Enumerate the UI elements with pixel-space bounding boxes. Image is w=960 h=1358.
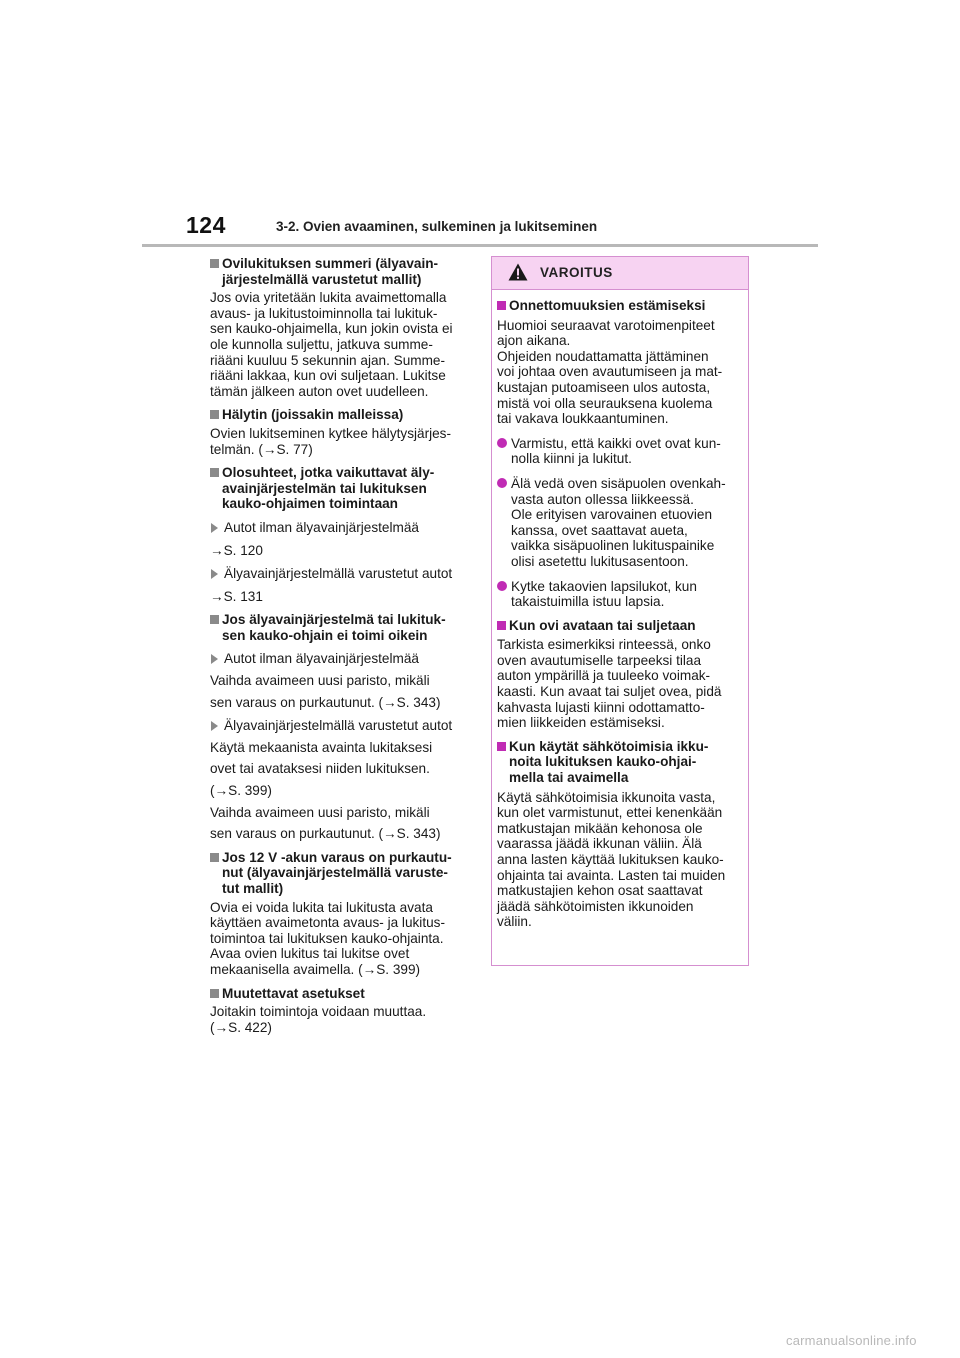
dot-bullet-icon: [497, 478, 507, 488]
square-bullet-icon: [210, 468, 219, 477]
square-bullet-icon: [497, 621, 506, 630]
warning-heading: Onnettomuuksien estämiseksi: [497, 298, 738, 314]
warning-bullet: Älä vedä oven sisäpuolen ovenkah- vasta auton ollessa liikkeessä. Ole erityisen varovainen etuovien kanssa, ovet saattavat aueta, vaikka sisäpuolinen lukituspainike olisi asetettu lukitusasentoon.: [497, 476, 738, 570]
section-text: sen varaus on purkautunut. (→S. 343): [210, 694, 441, 710]
warning-text: Käytä sähkötoimisia ikkunoita vasta, kun olet varmistunut, ettei kenenkään matkustajan mikään kehonosa ole vaarassa jäädä ikkunan väliin. Älä anna lasten käyttää lukituksen kauko- ohjainta tai avainta. Lasten tai muiden matkustajien kehon osat saattavat jäädä sähkötoimisten ikkunoiden väliin.: [497, 789, 726, 930]
square-bullet-icon: [210, 259, 219, 268]
page-reference: →S. 131: [210, 588, 263, 604]
square-bullet-icon: [210, 615, 219, 624]
square-bullet-icon: [210, 410, 219, 419]
square-bullet-icon: [497, 742, 506, 751]
header-divider: [142, 244, 818, 247]
sub-heading: Autot ilman älyavainjärjestelmää: [210, 651, 468, 667]
triangle-bullet-icon: [211, 523, 218, 533]
dot-bullet-icon: [497, 438, 507, 448]
warning-text: Tarkista esimerkiksi rinteessä, onko oven avautumiselle tarpeeksi tilaa auton ympärillä ja tuuleeko voimak- kaasti. Kun avaat tai suljet ovea, pidä kahvasta lujasti kiinni odottamatto- mien liikkeiden estämiseksi.: [497, 637, 722, 731]
section-text: Vaihda avaimeen uusi paristo, mikäli: [210, 804, 430, 820]
watermark: carmanualsonline.info: [786, 1333, 917, 1348]
sub-heading: Älyavainjärjestelmällä varustetut autot: [210, 566, 468, 582]
page-header: [0, 0, 960, 246]
section-text: (→S. 399): [210, 783, 272, 799]
page-reference: →S. 120: [210, 542, 263, 558]
square-bullet-icon: [497, 301, 506, 310]
sub-heading: Autot ilman älyavainjärjestelmää: [210, 520, 468, 536]
warning-triangle-icon: [508, 263, 528, 281]
warning-heading: Kun ovi avataan tai suljetaan: [497, 618, 738, 634]
triangle-bullet-icon: [211, 654, 218, 664]
section-heading: Hälytin (joissakin malleissa): [210, 407, 468, 423]
section-text: Vaihda avaimeen uusi paristo, mikäli: [210, 673, 430, 689]
section-heading: Jos 12 V -akun varaus on purkautu- nut (älyavainjärjestelmällä varuste- tut mallit): [210, 850, 468, 897]
section-heading: Ovilukituksen summeri (älyavain- järjestelmällä varustetut mallit): [210, 256, 468, 287]
chapter-title: 3-2. Ovien avaaminen, sulkeminen ja lukitseminen: [276, 219, 598, 234]
triangle-bullet-icon: [211, 721, 218, 731]
section-text: ovet tai avataksesi niiden lukituksen.: [210, 761, 430, 777]
warning-header: [492, 257, 748, 290]
square-bullet-icon: [210, 853, 219, 862]
triangle-bullet-icon: [211, 569, 218, 579]
warning-box: [491, 256, 749, 966]
warning-heading: Kun käytät sähkötoimisia ikku- noita lukituksen kauko-ohjai- mella tai avaimella: [497, 739, 738, 786]
dot-bullet-icon: [497, 581, 507, 591]
page-number: 124: [186, 212, 226, 238]
section-text: Joitakin toimintoja voidaan muuttaa. (→S. 422): [210, 1004, 427, 1035]
section-text: Ovien lukitseminen kytkee hälytysjärjes- telmän. (→S. 77): [210, 425, 452, 457]
warning-bullet: Kytke takaovien lapsilukot, kun takaistuimilla istuu lapsia.: [497, 579, 738, 610]
sub-heading: Älyavainjärjestelmällä varustetut autot: [210, 718, 468, 734]
warning-bullet: Varmistu, että kaikki ovet ovat kun- nolla kiinni ja lukitut.: [497, 436, 738, 467]
warning-text: Huomioi seuraavat varotoimenpiteet ajon aikana. Ohjeiden noudattamatta jättäminen voi johtaa oven avautumiseen ja mat- kustajan putoamiseen ulos autosta, mistä voi olla seurauksena kuolema tai vakava loukkaantuminen.: [497, 317, 723, 427]
section-text: Käytä mekaanista avainta lukitaksesi: [210, 739, 433, 755]
section-text: Ovia ei voida lukita tai lukitusta avata käyttäen avaimetonta avaus- ja lukitus- toimintoa tai lukituksen kauko-ohjainta. Avaa ovien lukitus tai lukitse ovet mekaanisella avaimella. (→S. 399): [210, 899, 445, 977]
square-bullet-icon: [210, 989, 219, 998]
section-heading: Jos älyavainjärjestelmä tai lukituk- sen kauko-ohjain ei toimi oikein: [210, 612, 468, 643]
section-heading: Muutettavat asetukset: [210, 986, 468, 1002]
warning-body: [492, 290, 748, 930]
section-text: Jos ovia yritetään lukita avaimettomalla avaus- ja lukitustoiminnolla tai lukituk- sen kauko-ohjaimella, kun jokin ovista ei ole kunnolla suljettu, jatkuva summe- riääni kuuluu 5 sekunnin ajan. Summe- riääni lakkaa, kun ovi suljetaan. Lukitse tämän jälkeen auton ovet uudelleen.: [210, 290, 453, 399]
section-heading: Olosuhteet, jotka vaikuttavat äly- avainjärjestelmän tai lukituksen kauko-ohjaimen toimintaan: [210, 465, 468, 512]
left-column: [210, 256, 468, 1035]
warning-title: VAROITUS: [540, 265, 613, 280]
section-text: sen varaus on purkautunut. (→S. 343): [210, 826, 441, 842]
